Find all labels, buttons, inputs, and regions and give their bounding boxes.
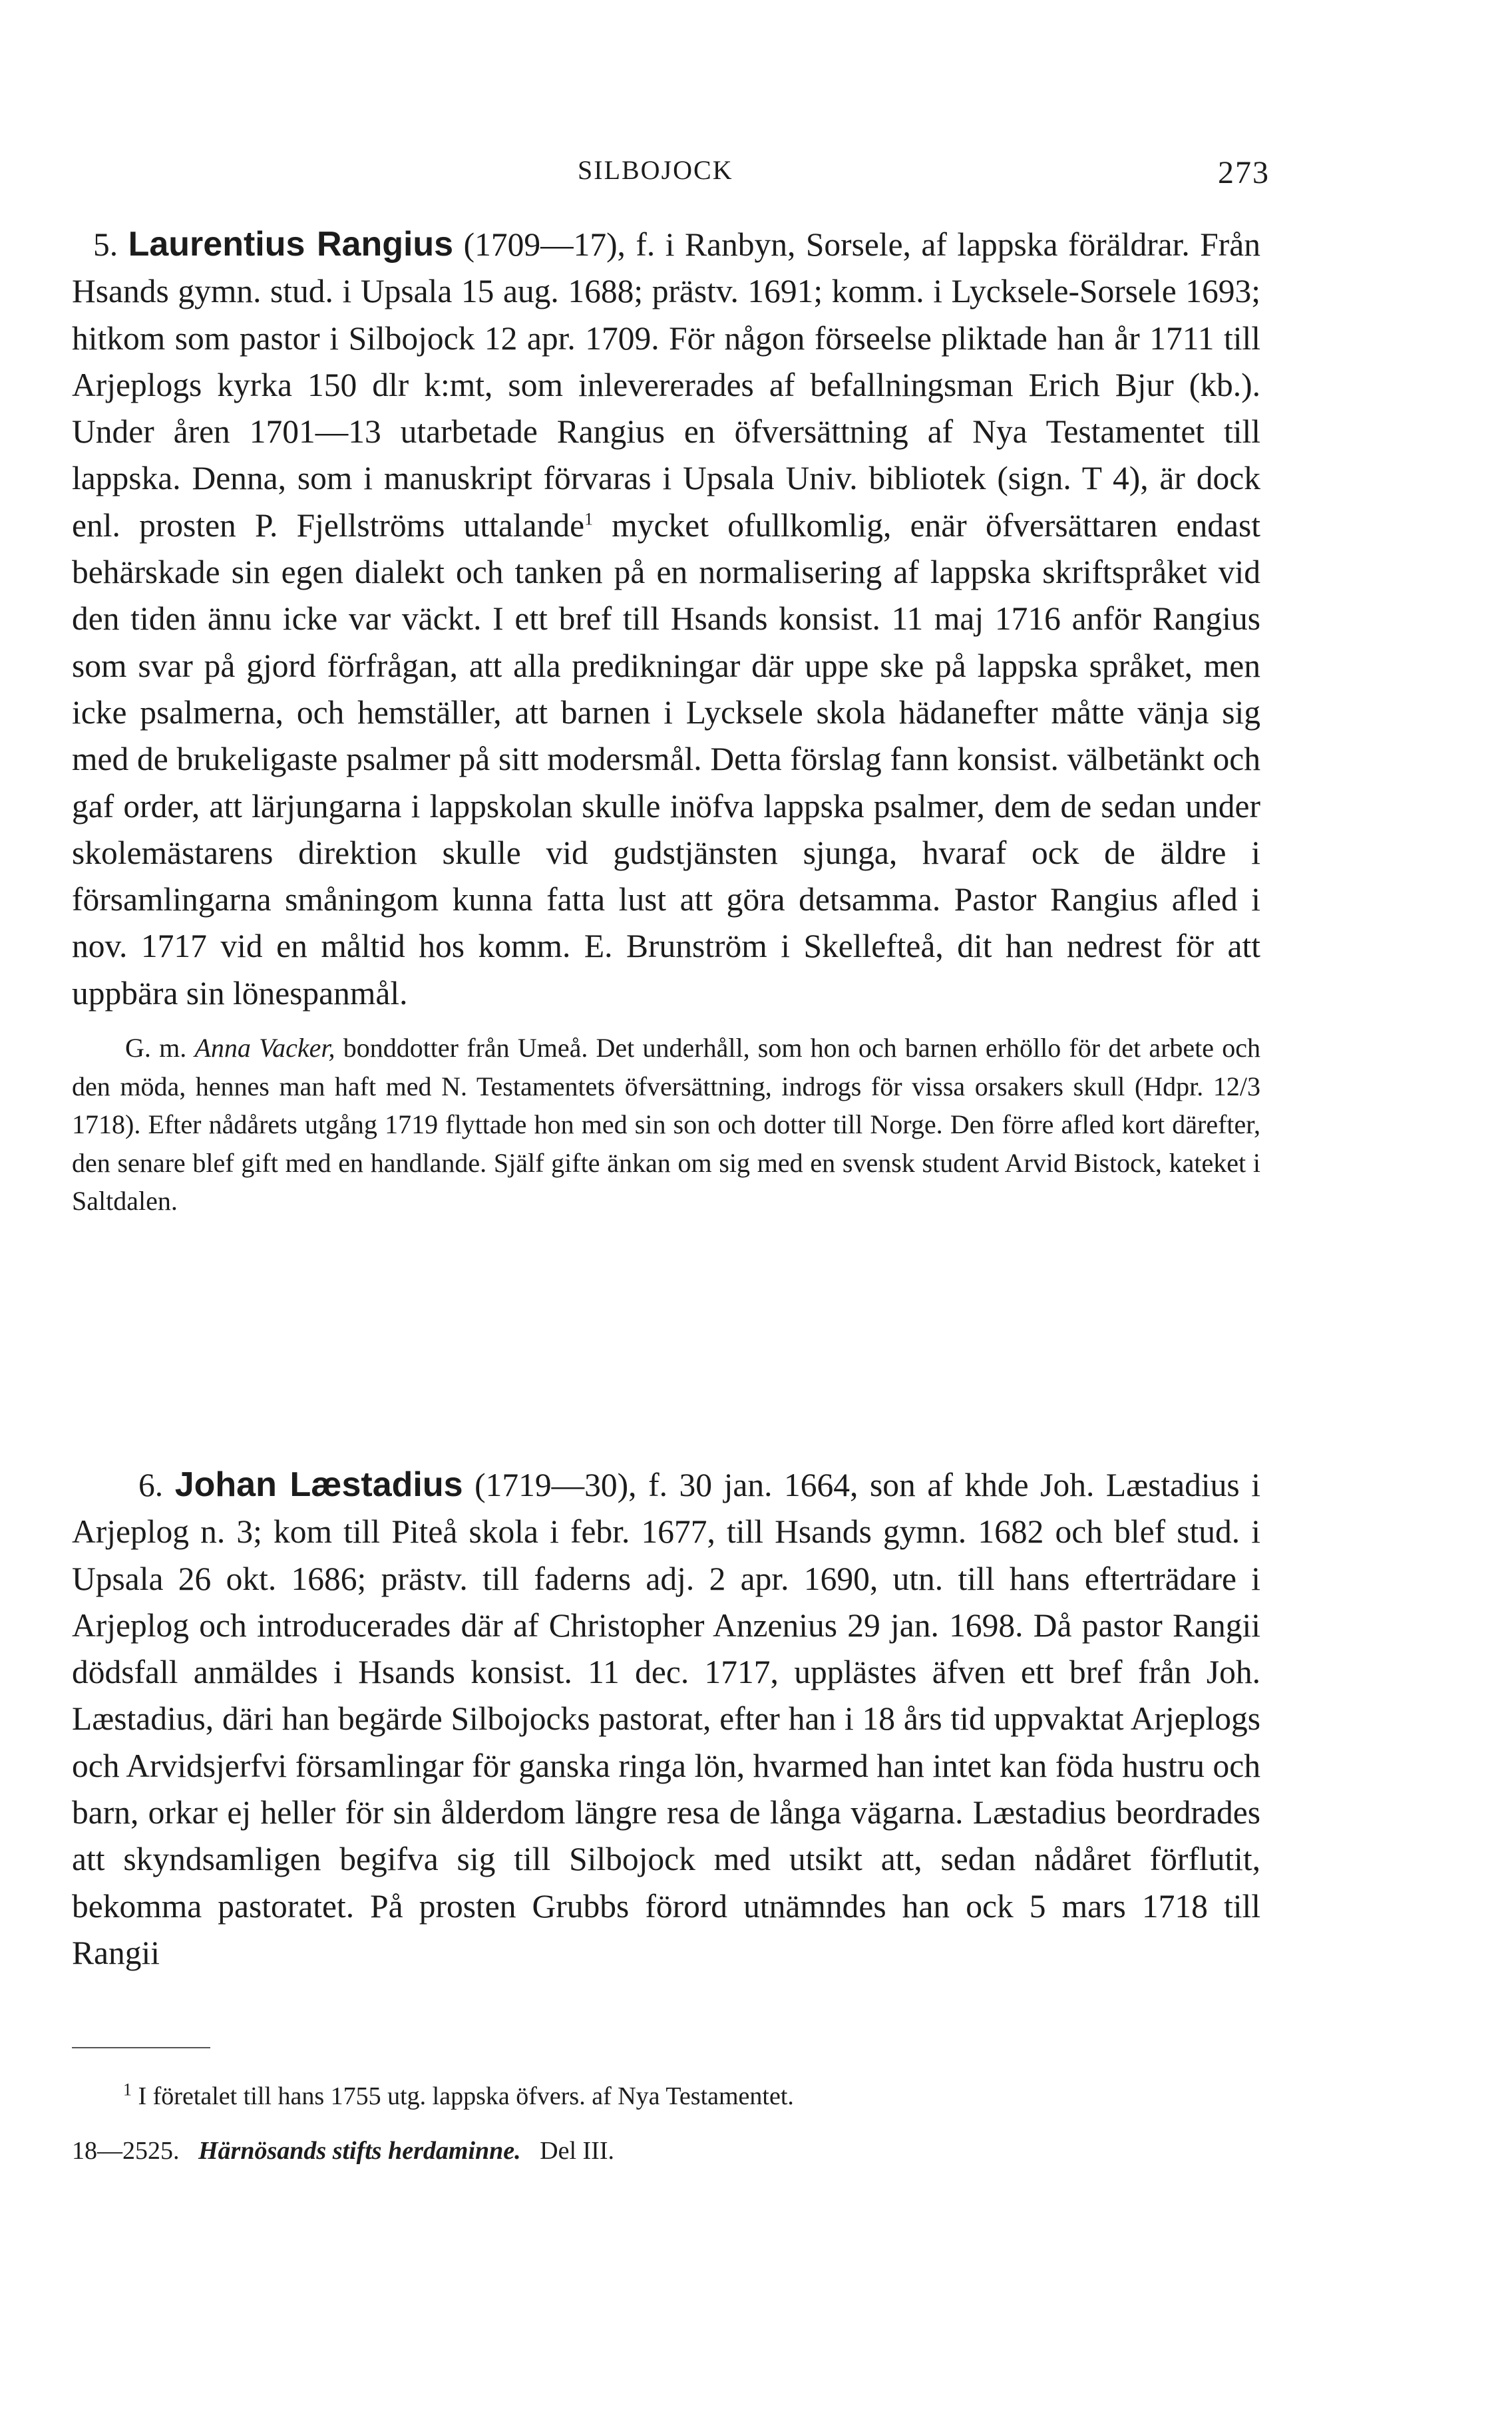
footnote-text: I företalet till hans 1755 utg. lappska öfvers. af Nya Testamentet. xyxy=(132,2082,794,2110)
running-head xyxy=(0,154,1512,194)
entry-5 xyxy=(72,221,1260,1220)
entry-6-name: Johan Læstadius xyxy=(174,1465,463,1504)
spouse-prefix: G. m. xyxy=(125,1033,195,1063)
entry-5-text: (1709—17), f. i Ranbyn, Sorsele, af lappska föräldrar. Från Hsands gymn. stud. i Upsala 15 aug. 1688; prästv. 1691; komm. i Lycksele-Sorsele 1693; hitkom som pastor i Silbojock 12 apr. 1709. För någon förseelse pliktade han år 1711 till Arjeplogs kyrka 150 dlr k:mt, som inlevererades af befallningsman Erich Bjur (kb.). Under åren 1701—13 utarbetade Rangius en öfversättning af Nya Testamentet till lappska. Denna, som i manuskript förvaras i Upsala Univ. bibliotek (sign. T 4), är dock enl. prosten P. Fjellströms uttalande xyxy=(72,226,1260,544)
entry-5-name: Laurentius Rangius xyxy=(128,225,454,264)
spouse-date-fraction: 12/3 xyxy=(1213,1071,1260,1101)
spouse-name: Anna Vacker, xyxy=(194,1033,335,1063)
spouse-text-1: bonddotter från Umeå. Det underhåll, som hon och barnen erhöllo för det arbete och den möda, hennes man haft med N. Testamentets öfversättning, indrogs för vissa orsakers skull (Hdpr. xyxy=(72,1033,1261,1101)
entry-6 xyxy=(72,1461,1260,1976)
footnote xyxy=(123,2082,794,2111)
spouse-note xyxy=(72,1029,1260,1220)
entry-5-number: 5. xyxy=(93,226,118,263)
footnote-reference: 1 xyxy=(584,509,594,529)
page-number: 273 xyxy=(1218,155,1270,190)
entry-5-paragraph xyxy=(72,221,1260,1017)
entry-6-number: 6. xyxy=(138,1467,164,1503)
entry-5-text-continued: mycket ofullkomlig, enär öfversättaren endast behärskade sin egen dialekt och tanken på en normalisering af lappska skriftspråket vid den tiden ännu icke var väckt. I ett bref till Hsands konsist. 11 maj 1716 anför Rangius som svar på gjord förfrågan, att alla predikningar där uppe ske på lappska språket, men icke psalmerna, och hemställer, att barnen i Lycksele skola hädanefter måtte vänja sig med de brukeligaste psalmer på sitt modersmål. Detta förslag fann konsist. välbetänkt och gaf order, att lärjungarna i lappskolan skulle inöfva lappska psalmer, dem de sedan under skolemästarens direktion skulle vid gudstjänsten sjunga, hvaraf ock de äldre i församlingarna småningom kunna fatta lust att göra detsamma. Pastor Rangius afled i nov. 1717 vid en måltid hos komm. E. Brunström i Skellefteå, dit han nedrest för att uppbära sin lönespanmål. xyxy=(72,506,1260,1012)
signature-line xyxy=(72,2136,614,2165)
entry-6-paragraph xyxy=(72,1461,1260,1976)
entry-6-text: (1719—30), f. 30 jan. 1664, son af khde Joh. Læstadius i Arjeplog n. 3; kom till Piteå skola i febr. 1677, till Hsands gymn. 1682 och blef stud. i Upsala 26 okt. 1686; prästv. till faderns adj. 2 apr. 1690, utn. till hans efterträdare i Arjeplog och introducerades där af Christopher Anzenius 29 jan. 1698. Då pastor Rangii dödsfall anmäldes i Hsands konsist. 11 dec. 1717, upplästes äfven ett bref från Joh. Læstadius, däri han begärde Silbojocks pastorat, efter han i 18 års tid uppvaktat Arjeplogs och Arvidsjerfvi församlingar för ganska ringa lön, hvarmed han intet kan föda hustru och barn, orkar ej heller för sin ålderdom längre resa de långa vägarna. Læstadius beordrades att skyndsamligen begifva sig till Silbojock med utsikt att, sedan nådåret förflutit, bekomma pastoratet. På prosten Grubbs förord utnämndes han ock 5 mars 1718 till Rangii xyxy=(72,1467,1261,1971)
footnote-divider xyxy=(72,2047,210,2048)
running-title: SILBOJOCK xyxy=(578,155,733,185)
signature-sheet: 18—2525. xyxy=(72,2137,180,2165)
spouse-text-2: 1718). Efter nådårets utgång 1719 flyttade hon med sin son och dotter till Norge. Den förre afled kort därefter, den senare blef gift med en handlande. Själf gifte änkan om sig med en svensk student Arvid Bistock, kateket i Saltdalen. xyxy=(72,1109,1260,1217)
footnote-marker: 1 xyxy=(123,2080,132,2100)
signature-volume: Del III. xyxy=(540,2137,614,2165)
signature-title: Härnösands stifts herdaminne. xyxy=(198,2137,521,2165)
